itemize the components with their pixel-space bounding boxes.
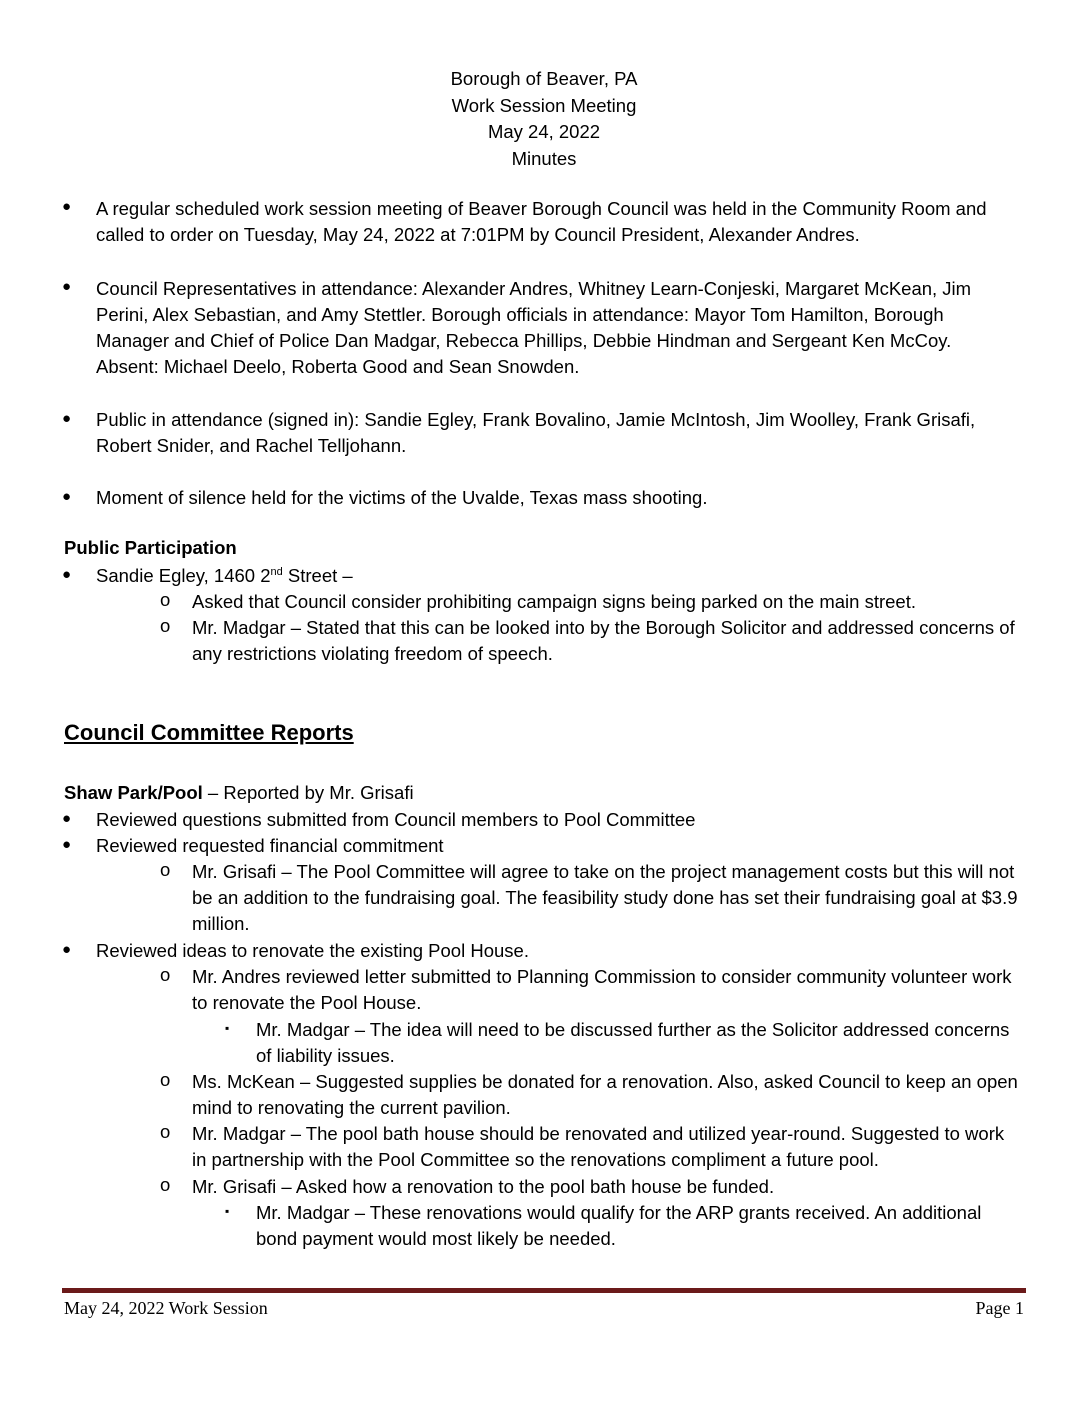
shaw-park-heading-line — [64, 782, 414, 804]
sub-bullet-icon: o — [160, 1069, 171, 1090]
committee-sub-item: Mr. Andres reviewed letter submitted to Planning Commission to consider community volunteer work to renovate the Pool House. — [192, 966, 1012, 1013]
participant-street: Street – — [282, 565, 353, 586]
footer-divider — [62, 1288, 1026, 1293]
bullet-icon: ● — [62, 810, 72, 827]
page-number: Page 1 — [975, 1298, 1024, 1318]
bullet-icon: ● — [62, 836, 72, 853]
committee-sub-item: Ms. McKean – Suggested supplies be donated for a renovation. Also, asked Council to keep an open mind to renovating the current pavilion. — [192, 1071, 1018, 1118]
footer-session-label: May 24, 2022 Work Session — [64, 1298, 268, 1318]
sub-bullet-icon: o — [160, 859, 171, 880]
shaw-park-reporter: – Reported by Mr. Grisafi — [202, 782, 414, 803]
square-bullet-icon: ▪ — [225, 1204, 230, 1218]
committee-subsub-item: Mr. Madgar – These renovations would qualify for the ARP grants received. An additional bond payment would most likely be needed. — [256, 1202, 982, 1249]
moment-of-silence-text: Moment of silence held for the victims of the Uvalde, Texas mass shooting. — [96, 487, 708, 508]
committee-reports-title: Council Committee Reports — [64, 720, 354, 745]
public-participation-heading: Public Participation — [64, 537, 237, 558]
participation-sub-item: Mr. Madgar – Stated that this can be looked into by the Borough Solicitor and addressed concerns of any restrictions violating freedom of speech. — [192, 617, 1015, 664]
committee-item: Reviewed ideas to renovate the existing Pool House. — [96, 940, 529, 961]
bullet-icon: ● — [62, 198, 72, 215]
sub-bullet-icon: o — [160, 589, 171, 610]
committee-item: Reviewed requested financial commitment — [96, 835, 444, 856]
sub-bullet-icon: o — [160, 615, 171, 636]
committee-sub-item: Mr. Madgar – The pool bath house should be renovated and utilized year-round. Suggested to work in partnership with the Pool Committee so the renovations compliment a future pool. — [192, 1123, 1005, 1170]
header-minutes: Minutes — [511, 147, 577, 169]
public-attendance-text: Public in attendance (signed in): Sandie Egley, Frank Bovalino, Jamie McIntosh, Jim Woolley, Frank Grisafi, Robert Snider, and Rachel Telljohann. — [96, 409, 976, 456]
public-participant-item — [96, 563, 1016, 589]
header-borough: Borough of Beaver, PA — [450, 68, 638, 89]
committee-subsub-item: Mr. Madgar – The idea will need to be discussed further as the Solicitor addressed concerns of liability issues. — [256, 1019, 1010, 1066]
committee-item: Reviewed questions submitted from Council members to Pool Committee — [96, 809, 696, 830]
participant-name-address: Sandie Egley, 1460 2 — [96, 565, 271, 586]
sub-bullet-icon: o — [160, 1121, 171, 1142]
bullet-icon: ● — [62, 566, 72, 583]
header-meeting-type: Work Session Meeting — [451, 94, 637, 116]
ordinal-suffix: nd — [270, 565, 283, 578]
shaw-park-heading: Shaw Park/Pool — [64, 782, 203, 803]
header-date: May 24, 2022 — [487, 121, 601, 142]
document-header — [0, 66, 1088, 172]
bullet-icon: ● — [62, 278, 72, 295]
square-bullet-icon: ▪ — [225, 1021, 230, 1035]
bullet-icon: ● — [62, 410, 72, 427]
bullet-icon: ● — [62, 488, 72, 505]
participation-sub-item: Asked that Council consider prohibiting campaign signs being parked on the main street. — [192, 591, 916, 612]
committee-sub-item: Mr. Grisafi – The Pool Committee will agree to take on the project management costs but this will not be an addition to the fundraising goal. The feasibility study done has set their fundraising goal at $3.9 million. — [192, 861, 1018, 934]
bullet-icon: ● — [62, 941, 72, 958]
attendance-text: Council Representatives in attendance: Alexander Andres, Whitney Learn-Conjeski, Margaret McKean, Jim Perini, Alex Sebastian, and Amy Stettler. Borough officials in attendance: Mayor Tom Hamilton, Borough Manager and Chief of Police Dan Madgar, Rebecca Phillips, Debbie Hindman and Sergeant Ken McCoy. Absent: Michael Deelo, Roberta Good and Sean Snowden. — [96, 278, 972, 377]
sub-bullet-icon: o — [160, 964, 171, 985]
sub-bullet-icon: o — [160, 1174, 171, 1195]
committee-sub-item: Mr. Grisafi – Asked how a renovation to the pool bath house be funded. — [192, 1176, 775, 1197]
call-to-order-text: A regular scheduled work session meeting of Beaver Borough Council was held in the Community Room and called to order on Tuesday, May 24, 2022 at 7:01PM by Council President, Alexander Andres. — [96, 198, 987, 245]
